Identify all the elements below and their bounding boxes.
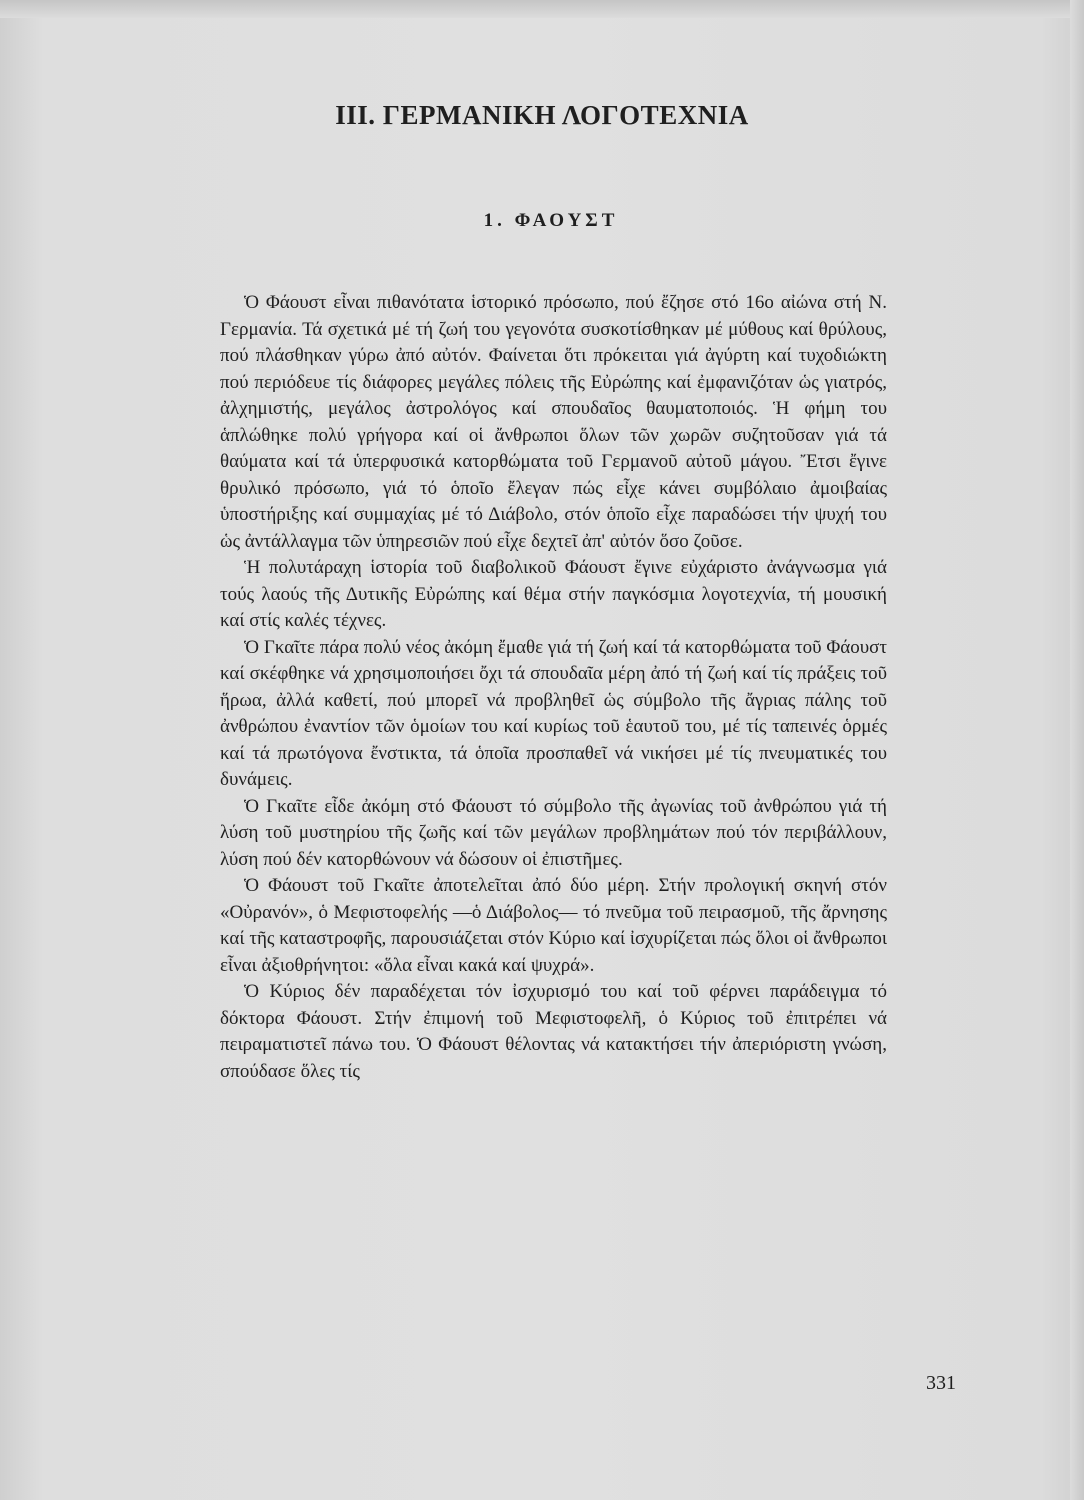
paragraph: Ὁ Φάουστ τοῦ Γκαῖτε ἀποτελεῖται ἀπό δύο μέρη. Στήν προλογική σκηνή στόν «Οὐρανόν», ὁ Μεφιστοφελής —ὁ Διάβολος— τό πνεῦμα τοῦ πειρασμοῦ, τῆς ἄρνησης καί τῆς καταστροφῆς, παρουσιάζεται στόν Κύριο καί ἰσχυρίζεται πώς ὅλοι οἱ ἄνθρωποι εἶναι ἀξιοθρήνητοι: «ὅλα εἶναι κακά καί ψυχρά». bbox=[220, 875, 887, 976]
page-top-shadow bbox=[0, 0, 1084, 18]
chapter-title: III. ΓΕΡΜΑΝΙΚΗ ΛΟΓΟΤΕΧΝΙΑ bbox=[335, 100, 749, 130]
paragraph: Ὁ Φάουστ εἶναι πιθανότατα ἱστορικό πρόσωπο, πού ἔζησε στό 16ο αἰώνα στή Ν. Γερμανία. Τά σχετικά μέ τή ζωή του γεγονότα συσκοτίσθηκαν μέ μύθους καί θρύλους, πού πλάσθηκαν γύρω ἀπό αὐτόν. Φαίνεται ὅτι πρόκειται γιά ἀγύρτη καί τυχοδιώκτη πού περιόδευε τίς διάφορες μεγάλες πόλεις τῆς Εὐρώπης καί ἐμφανιζόταν ὡς γιατρός, ἀλχημιστής, μεγάλος ἀστρολόγος καί σπουδαῖος θαυματοποιός. Ἡ φήμη του ἁπλώθηκε πολύ γρήγορα καί οἱ ἄνθρωποι ὅλων τῶν χωρῶν συζητοῦσαν γιά τά θαύματα καί τά ὑπερφυσικά κατορθώματα τοῦ Γερμανοῦ αὐτοῦ μάγου. Ἔτσι ἔγινε θρυλικό πρόσωπο, γιά τό ὁποῖο ἔλεγαν πώς εἶχε κάνει συμβόλαιο ἀμοιβαίας ὑποστήριξης καί συμμαχίας μέ τό Διάβολο, στόν ὁποῖο εἶχε παραδώσει τήν ψυχή του ὡς ἀντάλλαγμα τῶν ὑπηρεσιῶν πού εἶχε δεχτεῖ ἀπ' αὐτόν ὅσο ζοῦσε. bbox=[220, 292, 887, 552]
paragraph: Ὁ Γκαῖτε εἶδε ἀκόμη στό Φάουστ τό σύμβολο τῆς ἀγωνίας τοῦ ἀνθρώπου γιά τή λύση τοῦ μυστηρίου τῆς ζωῆς καί τῶν μεγάλων προβλημάτων πού τόν περιβάλλουν, λύση πού δέν κατορθώνουν νά δώσουν οἱ ἐπιστῆμες. bbox=[220, 795, 887, 870]
paragraph: Ὁ Κύριος δέν παραδέχεται τόν ἰσχυρισμό του καί τοῦ φέρνει παράδειγμα τό δόκτορα Φάουστ. Στήν ἐπιμονή τοῦ Μεφιστοφελῆ, ὁ Κύριος τοῦ ἐπιτρέπει νά πειραματιστεῖ πάνω του. Ὁ Φάουστ θέλοντας νά κατακτήσει τήν ἀπεριόριστη γνώση, σπούδασε ὅλες τίς bbox=[220, 981, 887, 1082]
paragraph: Ὁ Γκαῖτε πάρα πολύ νέος ἀκόμη ἔμαθε γιά τή ζωή καί τά κατορθώματα τοῦ Φάουστ καί σκέφθηκε νά χρησιμοποιήσει ὄχι τά σπουδαῖα μέρη ἀπό τή ζωή καί τίς πράξεις τοῦ ἥρωα, ἀλλά καθετί, πού μπορεῖ νά προβληθεῖ ὡς σύμβολο τῆς ἄγριας πάλης τοῦ ἀνθρώπου ἐναντίον τῶν ὁμοίων του καί κυρίως τοῦ ἑαυτοῦ του, μέ τίς ταπεινές ὁρμές καί τά πρωτόγονα ἔνστικτα, τά ὁποῖα προσπαθεῖ νά νικήσει μέ τίς πνευματικές του δυνάμεις. bbox=[220, 636, 887, 790]
body-text bbox=[220, 290, 887, 1085]
section-title: 1. ΦΑΟΥΣΤ bbox=[483, 210, 619, 231]
paragraph: Ἡ πολυτάραχη ἱστορία τοῦ διαβολικοῦ Φάουστ ἔγινε εὐχάριστο ἀνάγνωσμα γιά τούς λαούς τῆς Δυτικῆς Εὐρώπης καί θέμα στήν παγκόσμια λογοτεχνία, τή μουσική καί στίς καλές τέχνες. bbox=[220, 557, 887, 631]
page-number: 331 bbox=[926, 1372, 956, 1394]
